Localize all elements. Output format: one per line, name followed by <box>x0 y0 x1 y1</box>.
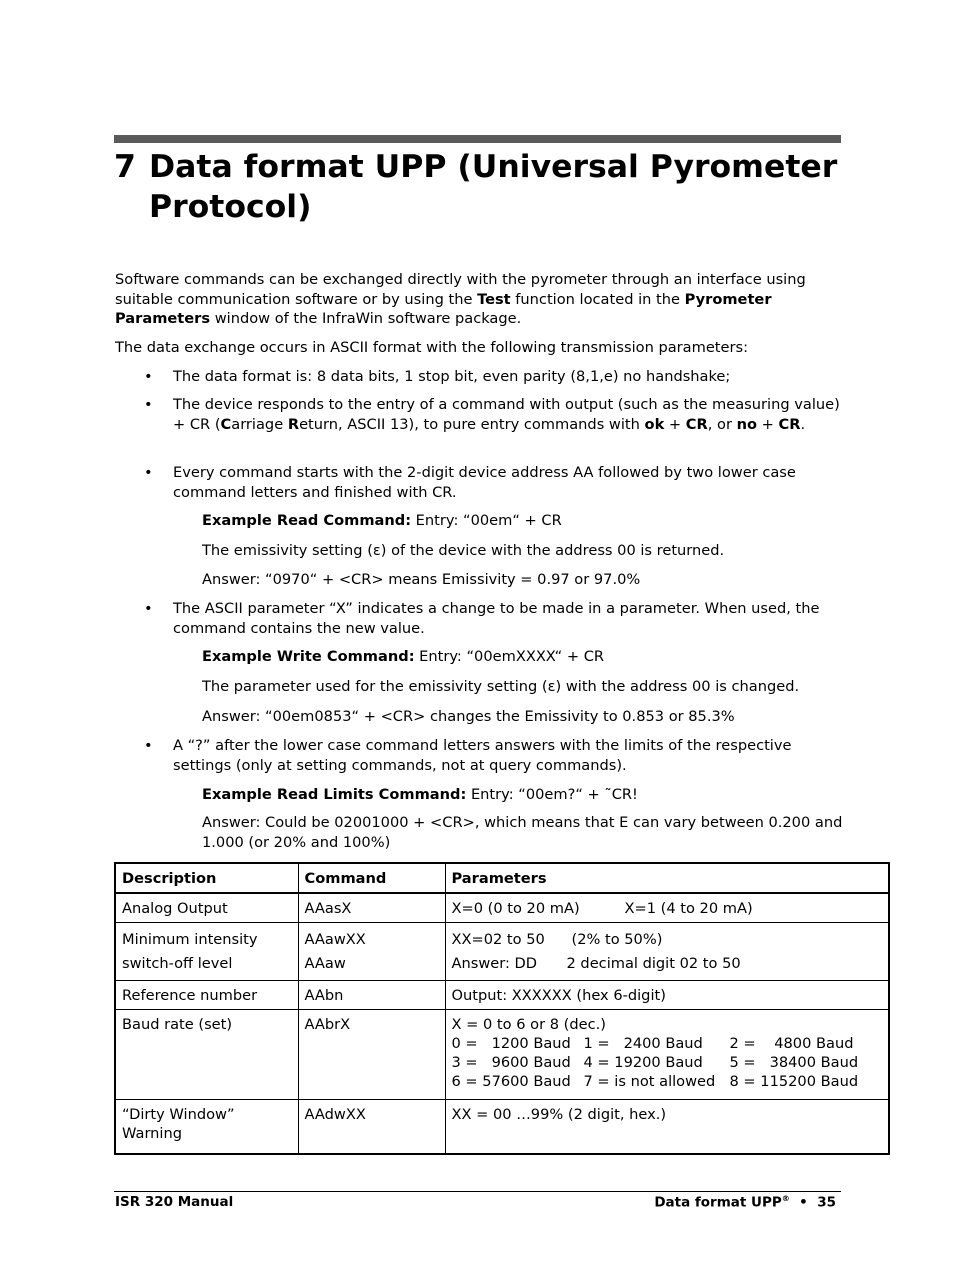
intro-text: function located in the <box>510 290 685 308</box>
table-row <box>115 1100 889 1155</box>
table-header-row <box>115 863 889 893</box>
intro-text: Software commands can be exchanged directly with the pyrometer through an interface using suitable communication software or by using the <box>115 271 806 308</box>
example-entry: Entry: “00em“ + CR <box>411 512 562 529</box>
example-limits-answer: Answer: Could be 02001000 + <CR>, which means that E can vary between 0.200 and 1.000 (or 20% and 100%) <box>202 814 843 851</box>
example-write-description: The parameter used for the emissivity setting (ε) with the address 00 is changed. <box>202 678 800 695</box>
param-value: X=0 (0 to 20 mA) <box>451 900 580 917</box>
example-read-description: The emissivity setting (ε) of the device with the address 00 is returned. <box>202 542 725 559</box>
example-label: Example Write Command: <box>202 648 415 665</box>
example-read-answer: Answer: “0970“ + <CR> means Emissivity = 0.97 or 97.0% <box>202 571 641 588</box>
cell-parameters: XX=02 to 50 (2% to 50%) Answer: DD 2 decimal digit 02 to 50 <box>445 923 889 981</box>
cell-description: Analog Output <box>115 893 298 923</box>
param-value: X=1 (4 to 20 mA) <box>624 900 753 917</box>
cell-description: Baud rate (set) <box>115 1010 298 1100</box>
footer-page-info: Data format UPP® • 35 <box>654 1194 836 1211</box>
bullet-text: The ASCII parameter “X” indicates a change to be made in a parameter. When used, the command contains the new value. <box>173 600 820 637</box>
example-label: Example Read Command: <box>202 512 412 529</box>
cell-description: Minimum intensity switch-off level <box>115 923 298 981</box>
table-row <box>115 893 889 923</box>
command-table <box>114 862 890 1155</box>
cell-parameters: Output: XXXXXX (hex 6-digit) <box>445 981 889 1010</box>
footer-rule <box>114 1191 841 1192</box>
chapter-number: 7 <box>114 149 136 185</box>
bullet-dot: • <box>144 396 153 413</box>
chapter-rule <box>114 135 841 143</box>
bullet-text: The device responds to the entry of a command with output (such as the measuring value) + CR (Carriage Return, ASCII 13), to pure entry commands with ok + CR, or no + CR. <box>173 396 840 433</box>
table-row <box>115 923 889 981</box>
example-limits-command <box>202 785 844 805</box>
cell-command: AAawXX AAaw <box>298 923 445 981</box>
footer-manual-name: ISR 320 Manual <box>115 1194 234 1210</box>
table-row <box>115 1010 889 1100</box>
bullet-dot: • <box>144 368 153 385</box>
bullet-dot: • <box>144 600 153 617</box>
example-entry: Entry: “00emXXXX“ + CR <box>414 648 605 665</box>
bullet-text: A “?” after the lower case command letters answers with the limits of the respective settings (only at setting commands, not at query commands). <box>173 737 792 774</box>
transmission-paragraph: The data exchange occurs in ASCII format with the following transmission parameters: <box>115 339 749 356</box>
cell-command: AAasX <box>298 893 445 923</box>
column-header: Parameters <box>445 863 889 893</box>
bullet-dot: • <box>144 737 153 754</box>
cell-parameters: XX = 00 …99% (2 digit, hex.) <box>445 1100 889 1155</box>
cell-command: AAbrX <box>298 1010 445 1100</box>
bullet-text: Every command starts with the 2-digit device address AA followed by two lower case command letters and finished with CR. <box>173 464 796 501</box>
pyrometer-parameters-term: Pyrometer Parameters <box>115 290 772 327</box>
intro-paragraph <box>115 270 843 329</box>
example-read-command <box>202 511 844 531</box>
cell-description: “Dirty Window” Warning <box>115 1100 298 1155</box>
intro-text: window of the InfraWin software package. <box>210 310 522 327</box>
chapter-title: Data format UPP (Universal Pyrometer Protocol) <box>149 149 838 225</box>
example-write-command <box>202 647 844 667</box>
table-row <box>115 981 889 1010</box>
cell-description: Reference number <box>115 981 298 1010</box>
bullet-dot: • <box>144 464 153 481</box>
cell-command: AAdwXX <box>298 1100 445 1155</box>
bullet-text: The data format is: 8 data bits, 1 stop bit, even parity (8,1,e) no handshake; <box>173 368 731 385</box>
example-entry: Entry: “00em?“ + ˜CR! <box>466 786 638 803</box>
column-header: Description <box>115 863 298 893</box>
cell-parameters: X = 0 to 6 or 8 (dec.) 0 = 1200 Baud 1 = 2400 Baud 2 = 4800 Baud 3 = 9600 Baud 4 = 19200 Baud 5 = 38400 Baud 6 = 57600 Baud 7 = is not allowed 8 = 115200 Baud <box>445 1010 889 1100</box>
column-header: Command <box>298 863 445 893</box>
test-term: Test <box>477 290 511 308</box>
example-write-answer: Answer: “00em0853“ + <CR> changes the Emissivity to 0.853 or 85.3% <box>202 708 735 725</box>
example-label: Example Read Limits Command: <box>202 786 467 803</box>
cell-command: AAbn <box>298 981 445 1010</box>
cell-parameters <box>445 893 889 923</box>
